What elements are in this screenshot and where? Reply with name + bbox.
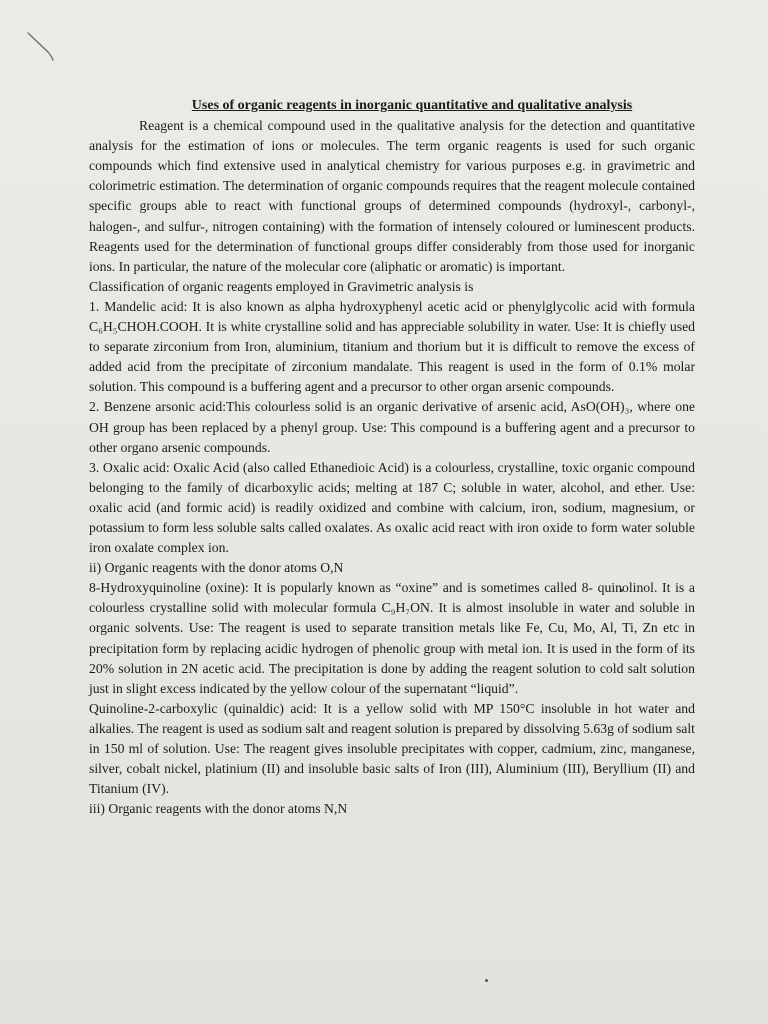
section-heading-nn: iii) Organic reagents with the donor atoms N,N [89, 801, 348, 817]
ink-dot [485, 979, 488, 982]
pen-stroke-mark [26, 30, 60, 64]
section-heading-on: ii) Organic reagents with the donor atoms O,N [89, 560, 344, 576]
paragraph-classification: Classification of organic reagents employed in Gravimetric analysis is [89, 278, 474, 294]
paragraph-mandelic-acid: 1. Mandelic acid: It is also known as alpha hydroxyphenyl acetic acid or phenylglycolic acid with formula C₆H₅CHOH.COOH. It is white crystalline solid and has appreciable solubility in water. Use: It is chiefly used to separate zirconium from Iron, aluminium, titanium and thorium but it is difficult to remove the excess of added acid from the precipitate of zirconium mandalate. This reagent is used in the form of 0.1% molar solution. This compound is a buffering agent and a precursor to other organ arsenic compounds. [89, 298, 695, 395]
paragraph-intro: Reagent is a chemical compound used in the qualitative analysis for the detection and quantitative analysis for the estimation of ions or molecules. The term organic reagents is used for such organic compounds which find extensive used in analytical chemistry for various purposes e.g. in gravimetric and colorimetric estimation. The determination of organic compounds requires that the reagent molecule contained specific groups able to react with functional groups of determined compounds (hydroxyl-, carbonyl-, halogen-, and sulfur-, nitrogen containing) with the formation of intensely coloured or luminescent products. Reagents used for the determination of functional groups differ considerably from those used for inorganic ions. In particular, the nature of the molecular core (aliphatic or aromatic) is important. [89, 118, 695, 274]
paragraph-benzene-arsonic-acid: 2. Benzene arsonic acid:This colourless solid is an organic derivative of arsenic acid, AsO(OH)₃, where one OH group has been replaced by a phenyl group. Use: This compound is a buffering agent and a precursor to other organo arsenic compounds. [89, 399, 695, 455]
document-body [89, 96, 695, 819]
paragraph-oxine: 8-Hydroxyquinoline (oxine): It is popularly known as “oxine” and is sometimes called 8- quinolinol. It is a colourless crystalline solid with molecular formula C₉H₇ON. It is almost insoluble in water and soluble in organic solvents. Use: The reagent is used to separate transition metals like Fe, Cu, Mo, Al, Ti, Zn etc in precipitation form by replacing acidic hydrogen of phenolic group with metal ion. It is used in the form of its 20% solution in 2N acetic acid. The precipitation is done by adding the reagent solution to cold salt solution just in slight excess indicated by the yellow colour of the supernatant “liquid”. [89, 580, 695, 696]
document-title: Uses of organic reagents in inorganic quantitative and qualitative analysis [191, 98, 633, 113]
paragraph-quinaldic-acid: Quinoline-2-carboxylic (quinaldic) acid: It is a yellow solid with MP 150°C insoluble in hot water and alkalies. The reagent is used as sodium salt and reagent solution is prepared by dissolving 5.63g of sodium salt in 150 ml of solution. Use: The reagent gives insoluble precipitates with copper, cadmium, zinc, manganese, silver, cobalt nickel, platinium (II) and insoluble basic salts of Iron (III), Aluminium (III), Beryllium (II) and Titanium (IV). [89, 700, 695, 797]
paragraph-oxalic-acid: 3. Oxalic acid: Oxalic Acid (also called Ethanedioic Acid) is a colourless, crystalline, toxic organic compound belonging to the family of dicarboxylic acids; melting at 187 C; soluble in water, alcohol, and ether. Use: oxalic acid (and formic acid) is readily oxidized and combine with calcium, iron, sodium, magnesium, or potassium to form less soluble salts called oxalates. As oxalic acid react with iron oxide to form water soluble iron oxalate complex ion. [89, 459, 695, 556]
